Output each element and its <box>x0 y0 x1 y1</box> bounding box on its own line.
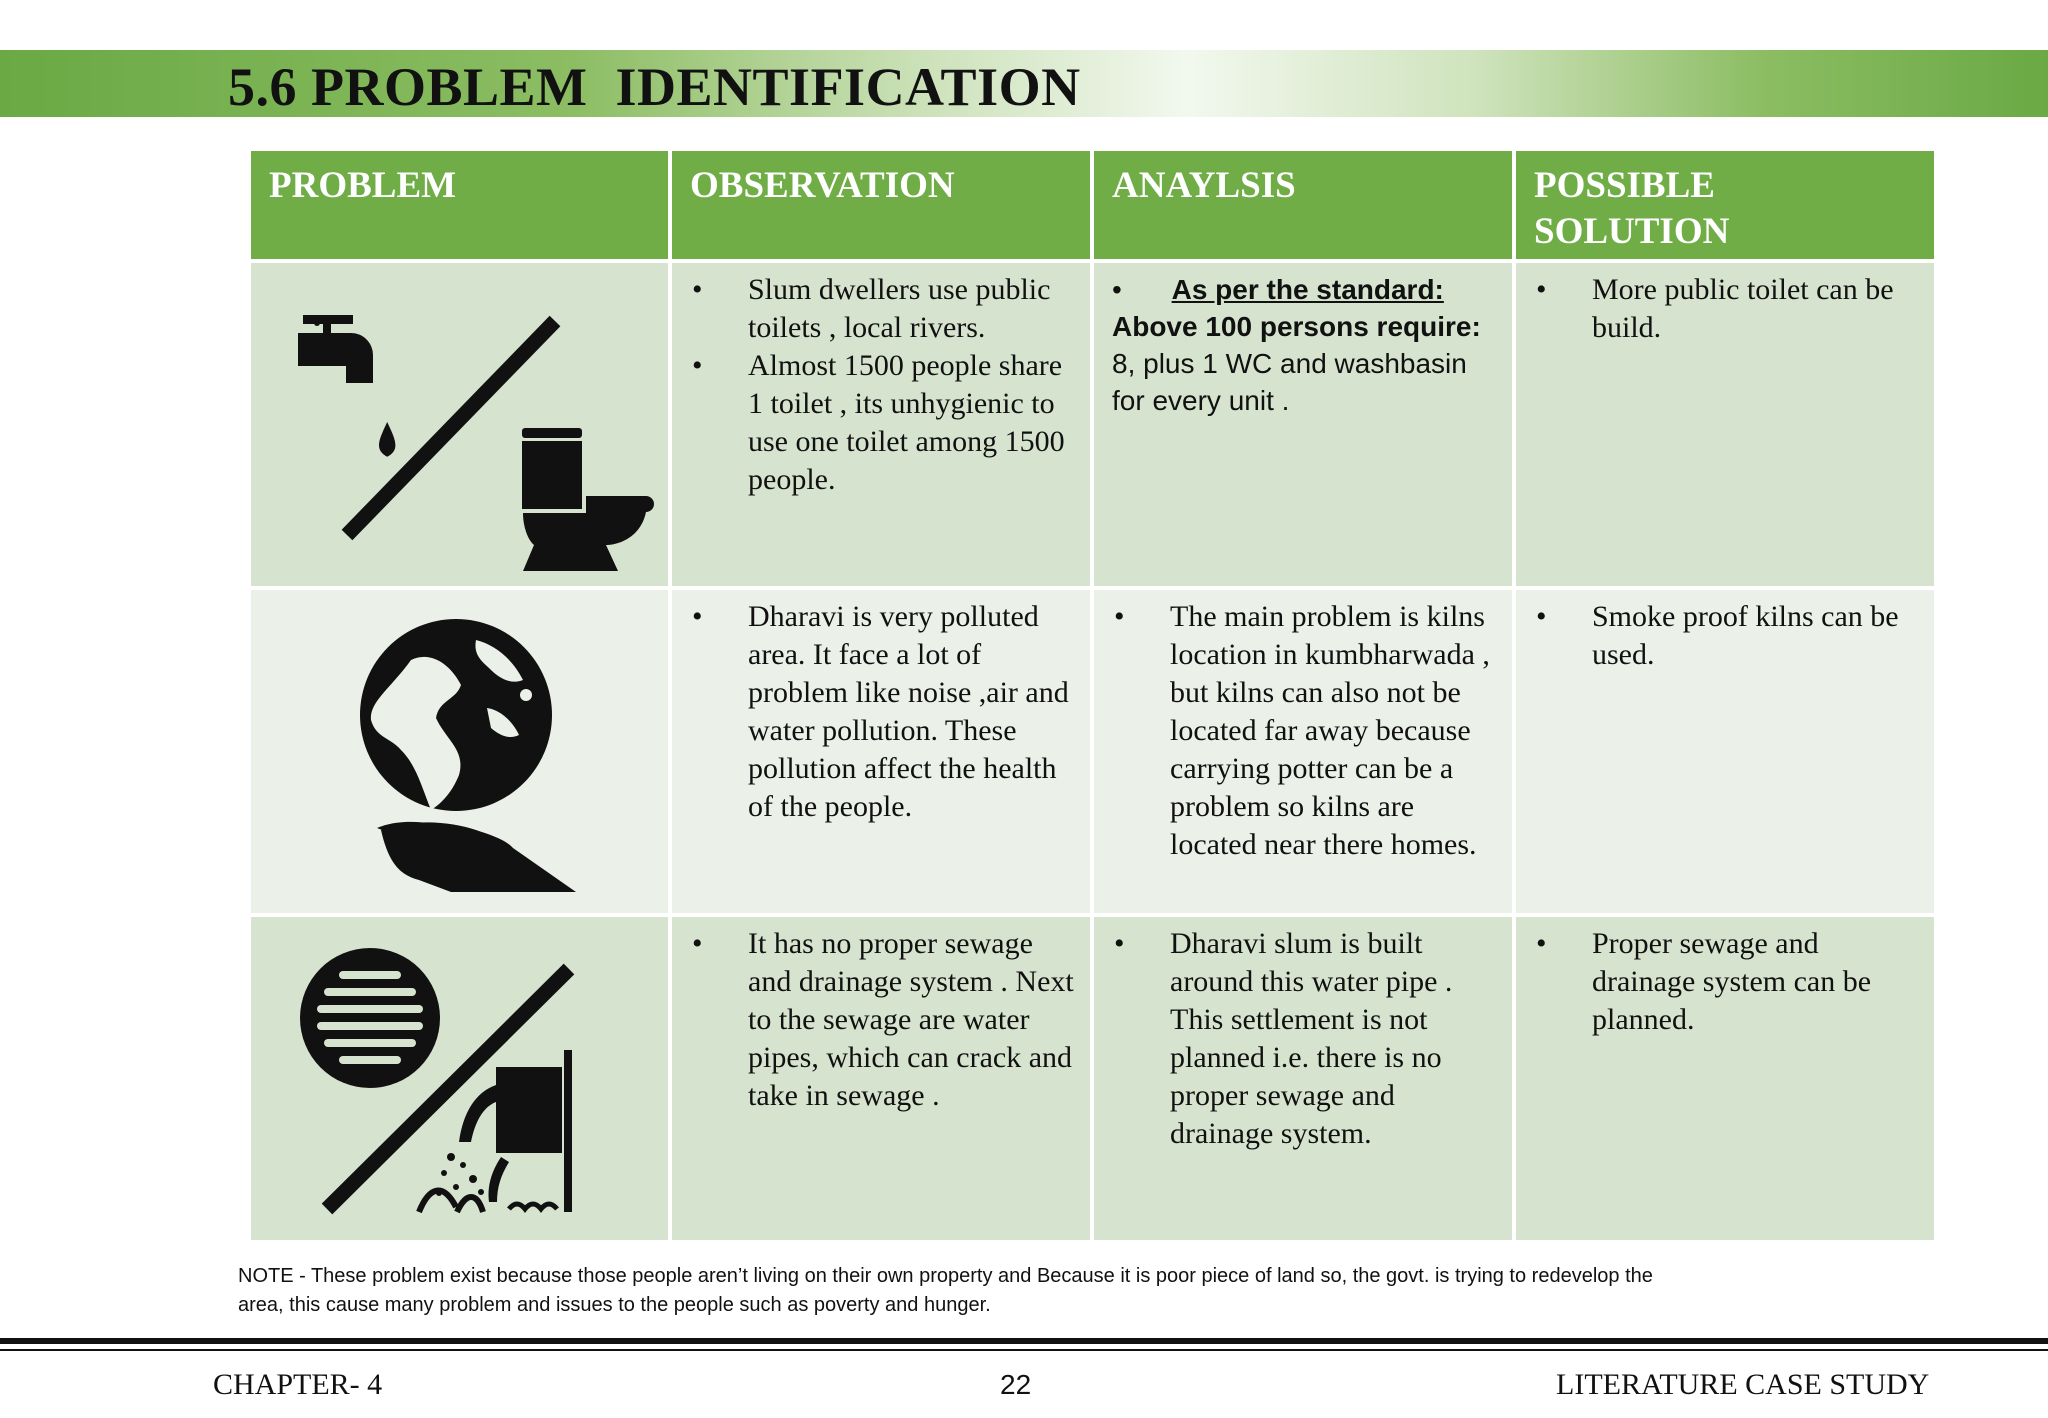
analysis-text: 8, plus 1 WC and washbasin for every unit . <box>1112 348 1467 416</box>
no-water-toilet-icon <box>251 263 672 590</box>
solution-item: • Proper sewage and drainage system can be planned. <box>1534 925 1920 1039</box>
analysis-item: • The main problem is kilns location in kumbharwada , but kilns can also not be located far away because carrying potter can be a problem so kilns are located near there homes. <box>1112 598 1498 864</box>
footer-chapter: CHAPTER- 4 <box>213 1368 383 1401</box>
table-row <box>249 915 1936 1242</box>
table-row <box>249 261 1936 588</box>
footer-rule <box>0 1338 2048 1344</box>
header-solution: POSSIBLE SOLUTION <box>1514 149 1936 261</box>
observation-item: • Almost 1500 people share 1 toilet , its unhygienic to use one toilet among 1500 people. <box>690 347 1076 499</box>
observation-item: • Dharavi is very polluted area. It face a lot of problem like noise ,air and water pollution. These pollution affect the health of the people. <box>690 598 1076 826</box>
note-text: NOTE - These problem exist because those people aren’t living on their own property and Because it is poor piece of land so, the govt. is trying to redevelop the area, this cause many problem and issues to the people such as poverty and hunger. <box>238 1265 1653 1316</box>
table-header-row <box>249 149 1936 261</box>
solution-cell <box>1514 261 1936 588</box>
problem-cell <box>249 915 670 1242</box>
observation-cell <box>670 261 1092 588</box>
footer-section: LITERATURE CASE STUDY <box>1556 1368 1930 1401</box>
solution-cell <box>1514 588 1936 915</box>
analysis-bold: Above 100 persons require: <box>1112 311 1481 342</box>
solution-item: • More public toilet can be build. <box>1534 271 1920 347</box>
solution-cell <box>1514 915 1936 1242</box>
header-problem: PROBLEM <box>249 149 670 261</box>
observation-cell <box>670 915 1092 1242</box>
page-title: 5.6 PROBLEM IDENTIFICATION <box>228 57 1081 117</box>
no-drain-sewage-icon <box>251 917 672 1244</box>
standard-label: As per the standard: <box>1171 274 1444 305</box>
observation-cell <box>670 588 1092 915</box>
analysis-item: • Dharavi slum is built around this water pipe . This settlement is not planned i.e. there is no proper sewage and drainage system. <box>1112 925 1498 1153</box>
analysis-cell <box>1092 588 1514 915</box>
observation-item: • Slum dwellers use public toilets , local rivers. <box>690 271 1076 347</box>
analysis-cell <box>1092 915 1514 1242</box>
solution-item: • Smoke proof kilns can be used. <box>1534 598 1920 674</box>
problem-table <box>247 147 1938 1244</box>
header-analysis: ANAYLSIS <box>1092 149 1514 261</box>
footer-rule-thin <box>0 1349 2048 1351</box>
problem-cell <box>249 261 670 588</box>
header-observation: OBSERVATION <box>670 149 1092 261</box>
analysis-cell: • As per the standard: Above 100 persons require: 8, plus 1 WC and washbasin for every unit . <box>1092 261 1514 588</box>
page-number: 22 <box>1000 1369 1032 1400</box>
globe-in-hand-icon <box>251 590 672 917</box>
observation-item: • It has no proper sewage and drainage system . Next to the sewage are water pipes, which can crack and take in sewage . <box>690 925 1076 1115</box>
table-row <box>249 588 1936 915</box>
problem-cell <box>249 588 670 915</box>
